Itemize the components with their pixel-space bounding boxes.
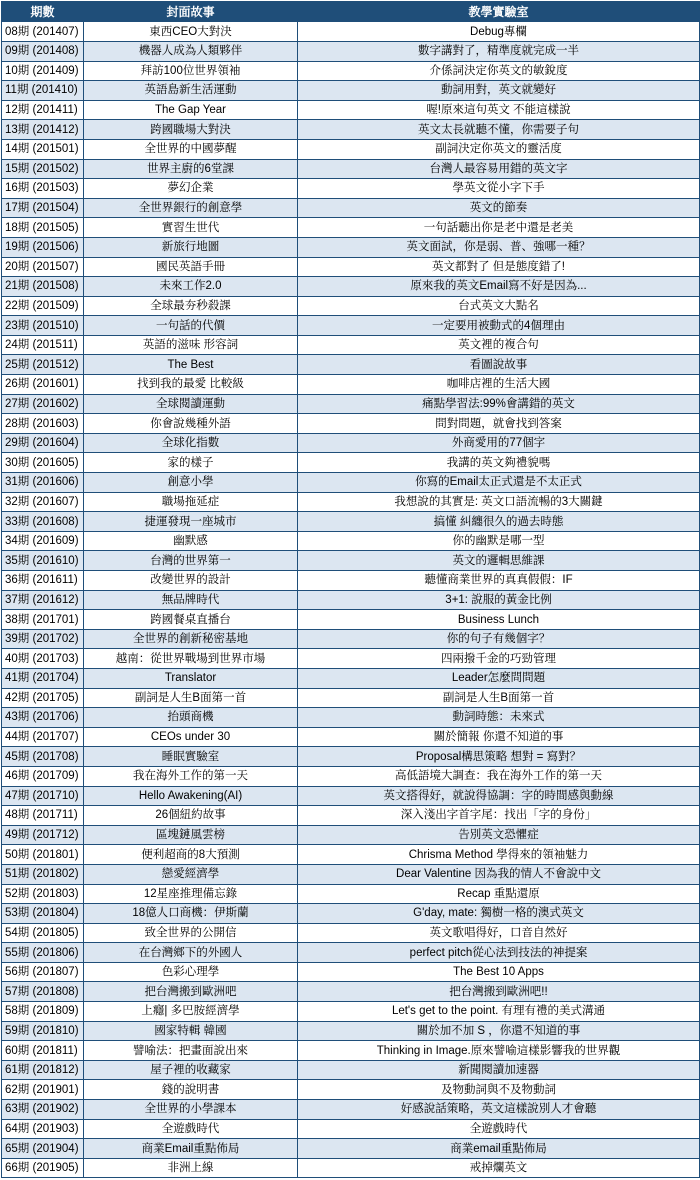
teaching-lab-cell: 一定要用被動式的4個理由 — [298, 316, 700, 336]
teaching-lab-cell: 你的句子有幾個字？ — [298, 629, 700, 649]
issue-cell: 40期 (201703) — [2, 649, 84, 669]
teaching-lab-cell: 聽懂商業世界的真真假假：IF — [298, 571, 700, 591]
issue-cell: 25期 (201512) — [2, 355, 84, 375]
teaching-lab-cell: 全遊戲時代 — [298, 1119, 700, 1139]
issue-cell: 14期 (201501) — [2, 139, 84, 159]
cover-story-cell: 幽默感 — [84, 531, 298, 551]
cover-story-cell: 跨國職場大對決 — [84, 120, 298, 140]
teaching-lab-cell: 英文太長就聽不懂，你需要子句 — [298, 120, 700, 140]
teaching-lab-cell: 英文搭得好，就說得協調：字的時間感與動線 — [298, 786, 700, 806]
cover-story-cell: 全世界的中國夢醒 — [84, 139, 298, 159]
cover-story-cell: 改變世界的設計 — [84, 571, 298, 591]
column-header-issue: 期數 — [2, 2, 84, 22]
issue-cell: 59期 (201810) — [2, 1021, 84, 1041]
issue-cell: 62期 (201901) — [2, 1080, 84, 1100]
table-row — [2, 551, 700, 571]
teaching-lab-cell: 把台灣搬到歐洲吧!! — [298, 982, 700, 1002]
cover-story-cell: 拜訪100位世界領袖 — [84, 61, 298, 81]
issue-cell: 60期 (201811) — [2, 1041, 84, 1061]
table-row — [2, 61, 700, 81]
teaching-lab-cell: 你的幽默是哪一型 — [298, 531, 700, 551]
cover-story-cell: 跨國餐桌直播台 — [84, 610, 298, 630]
issue-cell: 52期 (201803) — [2, 884, 84, 904]
issue-cell: 17期 (201504) — [2, 198, 84, 218]
column-header-teaching-lab: 教學實驗室 — [298, 2, 700, 22]
teaching-lab-cell: 高低語境大調查：我在海外工作的第一天 — [298, 766, 700, 786]
issue-cell: 39期 (201702) — [2, 629, 84, 649]
cover-story-cell: 抬頭商機 — [84, 708, 298, 728]
issue-cell: 29期 (201604) — [2, 433, 84, 453]
issue-cell: 48期 (201711) — [2, 806, 84, 826]
table-row — [2, 845, 700, 865]
cover-story-cell: 商業Email重點佈局 — [84, 1139, 298, 1159]
issue-cell: 28期 (201603) — [2, 414, 84, 434]
cover-story-cell: 台灣的世界第一 — [84, 551, 298, 571]
issue-cell: 53期 (201804) — [2, 904, 84, 924]
table-row — [2, 81, 700, 101]
table-row — [2, 453, 700, 473]
teaching-lab-cell: 英文都對了 但是態度錯了! — [298, 257, 700, 277]
teaching-lab-cell: 副詞是人生B面第一首 — [298, 688, 700, 708]
cover-story-cell: 世界主廚的6堂課 — [84, 159, 298, 179]
issue-cell: 08期 (201407) — [2, 22, 84, 42]
table-row — [2, 590, 700, 610]
table-row — [2, 1139, 700, 1159]
teaching-lab-cell: Business Lunch — [298, 610, 700, 630]
teaching-lab-cell: 動詞時態：未來式 — [298, 708, 700, 728]
issue-cell: 42期 (201705) — [2, 688, 84, 708]
table-row — [2, 531, 700, 551]
table-row — [2, 100, 700, 120]
cover-story-cell: 全世界的創新秘密基地 — [84, 629, 298, 649]
issue-cell: 57期 (201808) — [2, 982, 84, 1002]
cover-story-cell: 越南：從世界戰場到世界市場 — [84, 649, 298, 669]
cover-story-cell: 國家特輯 韓國 — [84, 1021, 298, 1041]
issue-cell: 38期 (201701) — [2, 610, 84, 630]
table-row — [2, 571, 700, 591]
cover-story-cell: 18億人口商機：伊斯蘭 — [84, 904, 298, 924]
cover-story-cell: 新旅行地圖 — [84, 237, 298, 257]
table-row — [2, 375, 700, 395]
teaching-lab-cell: 英文裡的複合句 — [298, 335, 700, 355]
table-row — [2, 1021, 700, 1041]
teaching-lab-cell: Let's get to the point. 有理有禮的美式溝通 — [298, 1002, 700, 1022]
cover-story-cell: 實習生世代 — [84, 218, 298, 238]
cover-story-cell: 全球閱讀運動 — [84, 394, 298, 414]
table-row — [2, 962, 700, 982]
teaching-lab-cell: 咖啡店裡的生活大國 — [298, 375, 700, 395]
issue-cell: 26期 (201601) — [2, 375, 84, 395]
table-row — [2, 727, 700, 747]
table-row — [2, 198, 700, 218]
table-row — [2, 1002, 700, 1022]
teaching-lab-cell: 我想說的其實是: 英文口語流暢的3大關鍵 — [298, 492, 700, 512]
teaching-lab-cell: 台式英文大點名 — [298, 296, 700, 316]
issue-cell: 12期 (201411) — [2, 100, 84, 120]
issue-cell: 33期 (201608) — [2, 512, 84, 532]
issue-cell: 45期 (201708) — [2, 747, 84, 767]
cover-story-cell: 屋子裡的收藏家 — [84, 1060, 298, 1080]
cover-story-cell: 英語島新生活運動 — [84, 81, 298, 101]
teaching-lab-cell: 關於簡報 你還不知道的事 — [298, 727, 700, 747]
table-row — [2, 433, 700, 453]
table-row — [2, 414, 700, 434]
issue-cell: 44期 (201707) — [2, 727, 84, 747]
table-row — [2, 766, 700, 786]
table-row — [2, 355, 700, 375]
table-row — [2, 904, 700, 924]
teaching-lab-cell: 台灣人最容易用錯的英文字 — [298, 159, 700, 179]
teaching-lab-cell: 關於加不加 S ，你還不知道的事 — [298, 1021, 700, 1041]
table-row — [2, 884, 700, 904]
issue-cell: 61期 (201812) — [2, 1060, 84, 1080]
teaching-lab-cell: 痛點學習法:99%會講錯的英文 — [298, 394, 700, 414]
table-row — [2, 610, 700, 630]
issue-cell: 63期 (201902) — [2, 1100, 84, 1120]
cover-story-cell: 致全世界的公開信 — [84, 923, 298, 943]
teaching-lab-cell: 戒掉爛英文 — [298, 1158, 700, 1178]
teaching-lab-cell: 3+1: 說服的黃金比例 — [298, 590, 700, 610]
cover-story-cell: 在台灣鄉下的外國人 — [84, 943, 298, 963]
table-row — [2, 139, 700, 159]
teaching-lab-cell: 原來我的英文Email寫不好是因為... — [298, 277, 700, 297]
teaching-lab-cell: 喔!原來這句英文 不能這樣說 — [298, 100, 700, 120]
table-row — [2, 1060, 700, 1080]
teaching-lab-cell: 商業email重點佈局 — [298, 1139, 700, 1159]
cover-story-cell: 睡眠實驗室 — [84, 747, 298, 767]
table-row — [2, 41, 700, 61]
issue-cell: 20期 (201507) — [2, 257, 84, 277]
cover-story-cell: 26個紐約故事 — [84, 806, 298, 826]
cover-story-cell: 全球化指數 — [84, 433, 298, 453]
table-row — [2, 806, 700, 826]
table-row — [2, 864, 700, 884]
table-row — [2, 629, 700, 649]
teaching-lab-cell: Recap 重點還原 — [298, 884, 700, 904]
cover-story-cell: 家的樣子 — [84, 453, 298, 473]
table-row — [2, 296, 700, 316]
issue-cell: 49期 (201712) — [2, 825, 84, 845]
table-row — [2, 316, 700, 336]
table-row — [2, 22, 700, 42]
teaching-lab-cell: 好感說話策略，英文這樣說別人才會聽 — [298, 1100, 700, 1120]
table-row — [2, 179, 700, 199]
teaching-lab-cell: Leader怎麼問問題 — [298, 668, 700, 688]
table-row — [2, 1041, 700, 1061]
teaching-lab-cell: 及物動詞與不及物動詞 — [298, 1080, 700, 1100]
teaching-lab-cell: 新聞閱讀加速器 — [298, 1060, 700, 1080]
cover-story-cell: 無品牌時代 — [84, 590, 298, 610]
issue-cell: 58期 (201809) — [2, 1002, 84, 1022]
table-row — [2, 257, 700, 277]
table-row — [2, 473, 700, 493]
issue-cell: 21期 (201508) — [2, 277, 84, 297]
teaching-lab-cell: 英文歌唱得好，口音自然好 — [298, 923, 700, 943]
issue-cell: 22期 (201509) — [2, 296, 84, 316]
teaching-lab-cell: 英文面試，你是弱、普、強哪一種？ — [298, 237, 700, 257]
cover-story-cell: 全世界的小學課本 — [84, 1100, 298, 1120]
issue-cell: 23期 (201510) — [2, 316, 84, 336]
teaching-lab-cell: Proposal構思策略 想對 = 寫對？ — [298, 747, 700, 767]
cover-story-cell: CEOs under 30 — [84, 727, 298, 747]
issue-cell: 30期 (201605) — [2, 453, 84, 473]
teaching-lab-cell: 動詞用對，英文就變好 — [298, 81, 700, 101]
cover-story-cell: 未來工作2.0 — [84, 277, 298, 297]
issue-cell: 32期 (201607) — [2, 492, 84, 512]
table-row — [2, 747, 700, 767]
cover-story-cell: 副詞是人生B面第一首 — [84, 688, 298, 708]
teaching-lab-cell: Chrisma Method 學得來的領袖魅力 — [298, 845, 700, 865]
issue-cell: 64期 (201903) — [2, 1119, 84, 1139]
issue-cell: 16期 (201503) — [2, 179, 84, 199]
teaching-lab-cell: The Best 10 Apps — [298, 962, 700, 982]
issue-cell: 66期 (201905) — [2, 1158, 84, 1178]
table-row — [2, 825, 700, 845]
table-row — [2, 277, 700, 297]
table-row — [2, 668, 700, 688]
issue-cell: 65期 (201904) — [2, 1139, 84, 1159]
table-row — [2, 335, 700, 355]
cover-story-cell: Hello Awakening(AI) — [84, 786, 298, 806]
issue-cell: 13期 (201412) — [2, 120, 84, 140]
issue-cell: 24期 (201511) — [2, 335, 84, 355]
cover-story-cell: 譬喻法：把畫面說出來 — [84, 1041, 298, 1061]
issue-cell: 55期 (201806) — [2, 943, 84, 963]
cover-story-cell: 12星座推理備忘錄 — [84, 884, 298, 904]
issue-cell: 27期 (201602) — [2, 394, 84, 414]
table-row — [2, 943, 700, 963]
cover-story-cell: 東西CEO大對決 — [84, 22, 298, 42]
teaching-lab-cell: 搞懂 糾纏很久的過去時態 — [298, 512, 700, 532]
cover-story-cell: 便利超商的8大預測 — [84, 845, 298, 865]
table-row — [2, 159, 700, 179]
issue-cell: 18期 (201505) — [2, 218, 84, 238]
table-row — [2, 218, 700, 238]
table-row — [2, 708, 700, 728]
table-row — [2, 786, 700, 806]
issue-table — [1, 1, 700, 1178]
table-row — [2, 1080, 700, 1100]
teaching-lab-cell: 數字講對了，精準度就完成一半 — [298, 41, 700, 61]
cover-story-cell: Translator — [84, 668, 298, 688]
cover-story-cell: 英語的滋味 形容詞 — [84, 335, 298, 355]
teaching-lab-cell: 看圖說故事 — [298, 355, 700, 375]
teaching-lab-cell: Debug專欄 — [298, 22, 700, 42]
issue-cell: 11期 (201410) — [2, 81, 84, 101]
teaching-lab-cell: 一句話聽出你是老中還是老美 — [298, 218, 700, 238]
table-row — [2, 1100, 700, 1120]
table-row — [2, 649, 700, 669]
teaching-lab-cell: 告別英文恐懼症 — [298, 825, 700, 845]
cover-story-cell: 職場拖延症 — [84, 492, 298, 512]
cover-story-cell: 夢幻企業 — [84, 179, 298, 199]
teaching-lab-cell: 外商愛用的77個字 — [298, 433, 700, 453]
teaching-lab-cell: Dear Valentine 因為我的情人不會說中文 — [298, 864, 700, 884]
table-row — [2, 512, 700, 532]
table-row — [2, 120, 700, 140]
table-row — [2, 394, 700, 414]
issue-cell: 37期 (201612) — [2, 590, 84, 610]
issue-cell: 47期 (201710) — [2, 786, 84, 806]
issue-cell: 36期 (201611) — [2, 571, 84, 591]
cover-story-cell: 戀愛經濟學 — [84, 864, 298, 884]
table-row — [2, 492, 700, 512]
issue-cell: 46期 (201709) — [2, 766, 84, 786]
cover-story-cell: 你會說幾種外語 — [84, 414, 298, 434]
teaching-lab-cell: G'day, mate: 獨樹一格的澳式英文 — [298, 904, 700, 924]
issue-cell: 31期 (201606) — [2, 473, 84, 493]
teaching-lab-cell: 深入淺出字首字尾：找出「字的身份」 — [298, 806, 700, 826]
issue-cell: 43期 (201706) — [2, 708, 84, 728]
issue-cell: 10期 (201409) — [2, 61, 84, 81]
teaching-lab-cell: perfect pitch從心法到技法的神提案 — [298, 943, 700, 963]
teaching-lab-cell: Thinking in Image.原來譬喻這樣影響我的世界觀 — [298, 1041, 700, 1061]
cover-story-cell: The Gap Year — [84, 100, 298, 120]
teaching-lab-cell: 學英文從小字下手 — [298, 179, 700, 199]
table-header — [2, 2, 700, 22]
issue-cell: 50期 (201801) — [2, 845, 84, 865]
cover-story-cell: 上癮| 多巴胺經濟學 — [84, 1002, 298, 1022]
cover-story-cell: The Best — [84, 355, 298, 375]
cover-story-cell: 全世界銀行的創意學 — [84, 198, 298, 218]
teaching-lab-cell: 四兩撥千金的巧勁管理 — [298, 649, 700, 669]
teaching-lab-cell: 英文的節奏 — [298, 198, 700, 218]
table-row — [2, 1119, 700, 1139]
cover-story-cell: 國民英語手冊 — [84, 257, 298, 277]
cover-story-cell: 全球最夯秒殺課 — [84, 296, 298, 316]
issue-cell: 19期 (201506) — [2, 237, 84, 257]
issue-cell: 34期 (201609) — [2, 531, 84, 551]
cover-story-cell: 把台灣搬到歐洲吧 — [84, 982, 298, 1002]
teaching-lab-cell: 我講的英文夠禮貌嗎 — [298, 453, 700, 473]
issue-cell: 54期 (201805) — [2, 923, 84, 943]
table-row — [2, 982, 700, 1002]
table-row — [2, 1158, 700, 1178]
teaching-lab-cell: 問對問題，就會找到答案 — [298, 414, 700, 434]
column-header-cover-story: 封面故事 — [84, 2, 298, 22]
issue-cell: 15期 (201502) — [2, 159, 84, 179]
table-body — [2, 22, 700, 1178]
cover-story-cell: 捷運發現一座城市 — [84, 512, 298, 532]
table-row — [2, 237, 700, 257]
teaching-lab-cell: 介係詞決定你英文的敏銳度 — [298, 61, 700, 81]
table-row — [2, 923, 700, 943]
cover-story-cell: 我在海外工作的第一天 — [84, 766, 298, 786]
teaching-lab-cell: 副詞決定你英文的靈活度 — [298, 139, 700, 159]
teaching-lab-cell: 英文的邏輯思維課 — [298, 551, 700, 571]
issue-cell: 35期 (201610) — [2, 551, 84, 571]
issue-cell: 41期 (201704) — [2, 668, 84, 688]
cover-story-cell: 機器人成為人類夥伴 — [84, 41, 298, 61]
cover-story-cell: 一句話的代價 — [84, 316, 298, 336]
table-row — [2, 688, 700, 708]
issue-cell: 09期 (201408) — [2, 41, 84, 61]
issue-cell: 51期 (201802) — [2, 864, 84, 884]
cover-story-cell: 創意小學 — [84, 473, 298, 493]
cover-story-cell: 區塊鏈風雲榜 — [84, 825, 298, 845]
cover-story-cell: 找到我的最愛 比較級 — [84, 375, 298, 395]
cover-story-cell: 全遊戲時代 — [84, 1119, 298, 1139]
cover-story-cell: 非洲上線 — [84, 1158, 298, 1178]
issue-cell: 56期 (201807) — [2, 962, 84, 982]
header-row — [2, 2, 700, 22]
cover-story-cell: 錢的說明書 — [84, 1080, 298, 1100]
teaching-lab-cell: 你寫的Email太正式還是不太正式 — [298, 473, 700, 493]
cover-story-cell: 色彩心理學 — [84, 962, 298, 982]
